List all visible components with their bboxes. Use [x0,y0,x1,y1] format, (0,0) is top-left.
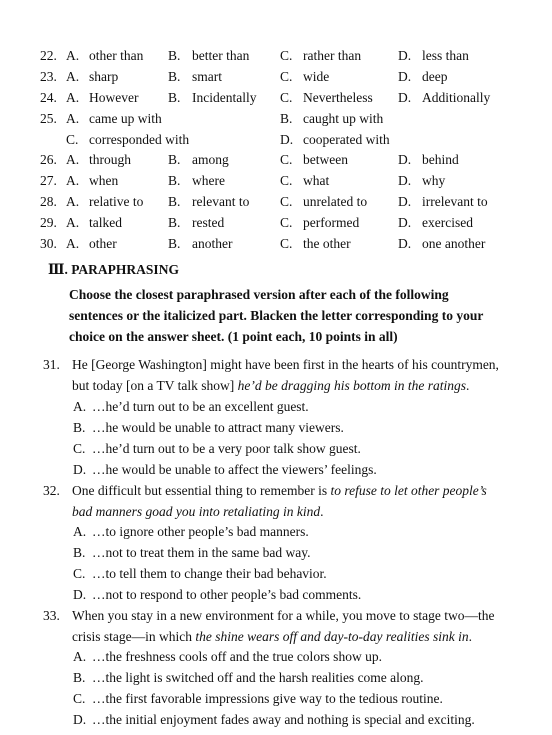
option-letter-d: D. [398,215,412,230]
question-number: 23. [40,69,57,84]
option-letter-a: A. [66,173,80,188]
option-letter-a: A. [66,194,80,209]
question-row-26 [40,149,540,170]
option-letter-c: C. [280,236,293,251]
option-letter-d: D. [398,173,412,188]
option-letter-a: A. [66,111,80,126]
question-number: 24. [40,90,57,105]
option-a: talked [89,215,122,230]
option-c: Nevertheless [303,90,373,105]
option-d: one another [422,236,486,251]
question-text-line-1: When you stay in a new environment for a while, you move to stage two—the [72,608,495,623]
option-letter-c: C. [66,132,79,147]
option-letter-d: D. [398,48,412,63]
question-number: 25. [40,111,57,126]
option-d: irrelevant to [422,194,488,209]
option-letter-c: C. [280,48,293,63]
option-letter-c: C. [280,194,293,209]
option-a: However [89,90,139,105]
section-instructions-line-1: Choose the closest paraphrased version after each of the following [69,287,449,302]
option-letter-b: B. [168,173,181,188]
question-text-plain: but today [on a TV talk show] [72,378,238,393]
option-c: the other [303,236,351,251]
option-letter-b: B. [168,152,181,167]
option-letter-a: A. [66,69,80,84]
question-number: 29. [40,215,57,230]
option-b: where [192,173,225,188]
question-number: 28. [40,194,57,209]
question-text-line-2 [72,375,469,396]
question-row-28 [40,191,540,212]
option-d: Additionally [422,90,491,105]
option-b: Incidentally [192,90,257,105]
option-b: another [192,236,233,251]
option-letter-a: A. [66,48,80,63]
option-letter-a: A. [66,236,80,251]
question-row-30 [40,233,540,254]
question-row-27 [40,170,540,191]
option-letter-a: A. [66,215,80,230]
option-letter-c: C. [280,90,293,105]
question-row-22 [40,45,540,66]
option-c: what [303,173,330,188]
option-a: relative to [89,194,144,209]
exam-page: 22. A. other than B. better than C. rather than D. less than 23. A. sharp B. smart C. wide D. deep 24. A. However B. Incidentally C. Nevertheless D. Additionally 25. A. came up with B. caught up with C. corresponded with D. cooperated with 26. A. through B. among C. between D. behind 27. A. when B. where C. what D. why 28. A. relative to B. relevant to C. unrelated to D. irrelevant to 29. A. talked B. rested C. performed D. exercised 30. A. other B. another C. the other D. one another Ⅲ. PARAPHRASING Choose the closest paraphrased version after each of the following sentences or the italicized part. Blacken the letter corresponding to your choice on the answer sheet. (1 point each, 10 points in all) 31. He [George Washington] might have been first in the hearts of his countrymen, but today [on a TV talk show] he’d be dragging his bottom in the ratings. A. …he’d turn out to be an excellent guest. B. …he would be unable to attract many viewers. C. …he’d turn out to be a very poor talk show guest. D. …he would be unable to affect the viewers’ feelings. 32. One difficult but essential thing to remember is to refuse to let other people’s bad manners goad you into retaliating in kind. A. …to ignore other people’s bad manners. B. …not to treat them in the same bad way. C. …to tell them to change their bad behavior. D. …not to respond to other people’s bad comments. 33. When you stay in a new environment for a while, you move to stage two—the crisis stage—in which the shine wears off and day-to-day realities sink in. A. …the freshness cools off and the true colors show up. B. …the light is switched off and the harsh realities come along. C. …the first favorable impressions give way to the tedious routine. D. …the initial enjoyment fades away and nothing is special and exciting. [0,0,552,735]
option-c: performed [303,215,360,230]
question-number: 27. [40,173,57,188]
option-a: sharp [89,69,119,84]
option-a: other than [89,48,144,63]
option-letter-d: D. [398,90,412,105]
option-a: came up with [89,111,162,126]
option-letter-b: B. [168,90,181,105]
question-text-line-2: crisis stage—in which the shine wears off and day-to-day realities sink in. [72,629,472,644]
option-letter-c: C. [280,69,293,84]
question-row-23 [40,66,540,87]
option-letter-d: D. [398,236,412,251]
option-d: less than [422,48,469,63]
option-letter-c: C. [280,215,293,230]
option-letter-b: B. [168,69,181,84]
question-number: 33. [43,608,60,623]
question-row-25 [40,108,540,129]
option-letter-d: D. [398,194,412,209]
option-a: when [89,173,119,188]
question-row-29 [40,212,540,233]
option-letter-b: B. [168,215,181,230]
option-letter-d: D. [280,132,294,147]
question-text-line-1: He [George Washington] might have been first in the hearts of his countrymen, [72,357,499,372]
option-b: relevant to [192,194,250,209]
option-c: wide [303,69,330,84]
option-d: cooperated with [303,132,390,147]
question-row-25-cont [40,129,540,150]
option-b: among [192,152,229,167]
option-letter-b: B. [280,111,293,126]
option-letter-c: C. [280,152,293,167]
question-row-24 [40,87,540,108]
option-letter-b: B. [168,48,181,63]
option-d: exercised [422,215,473,230]
question-text-italic: he’d be dragging his bottom in the ratings [237,378,466,393]
option-b: caught up with [303,111,384,126]
option-b: rested [192,215,225,230]
option-letter-c: C. [280,173,293,188]
question-number: 26. [40,152,57,167]
option-a: other [89,236,117,251]
option-a: through [89,152,131,167]
option-c: between [303,152,348,167]
option-b: smart [192,69,222,84]
section-title: Ⅲ. PARAPHRASING [48,262,179,277]
question-number: 31. [43,357,60,372]
option-letter-d: D. [398,69,412,84]
option-c: rather than [303,48,362,63]
option-letter-b: B. [168,236,181,251]
option-d: why [422,173,446,188]
option-d: behind [422,152,459,167]
question-number: 22. [40,48,57,63]
option-letter-a: A. [66,90,80,105]
option-c: unrelated to [303,194,368,209]
question-text-line-1: One difficult but essential thing to remember is to refuse to let other people’s [72,483,487,498]
option-letter-d: D. [398,152,412,167]
question-text-end: . [465,378,470,393]
question-text-line-2: bad manners goad you into retaliating in kind. [72,504,324,519]
section-instructions-line-2: sentences or the italicized part. Blacken the letter corresponding to your [69,308,484,323]
option-letter-a: A. [66,152,80,167]
option-d: deep [422,69,448,84]
option-letter-b: B. [168,194,181,209]
question-number: 32. [43,483,60,498]
section-instructions-line-3: choice on the answer sheet. (1 point each, 10 points in all) [69,329,398,344]
option-b: better than [192,48,250,63]
question-number: 30. [40,236,57,251]
option-c: corresponded with [89,132,190,147]
